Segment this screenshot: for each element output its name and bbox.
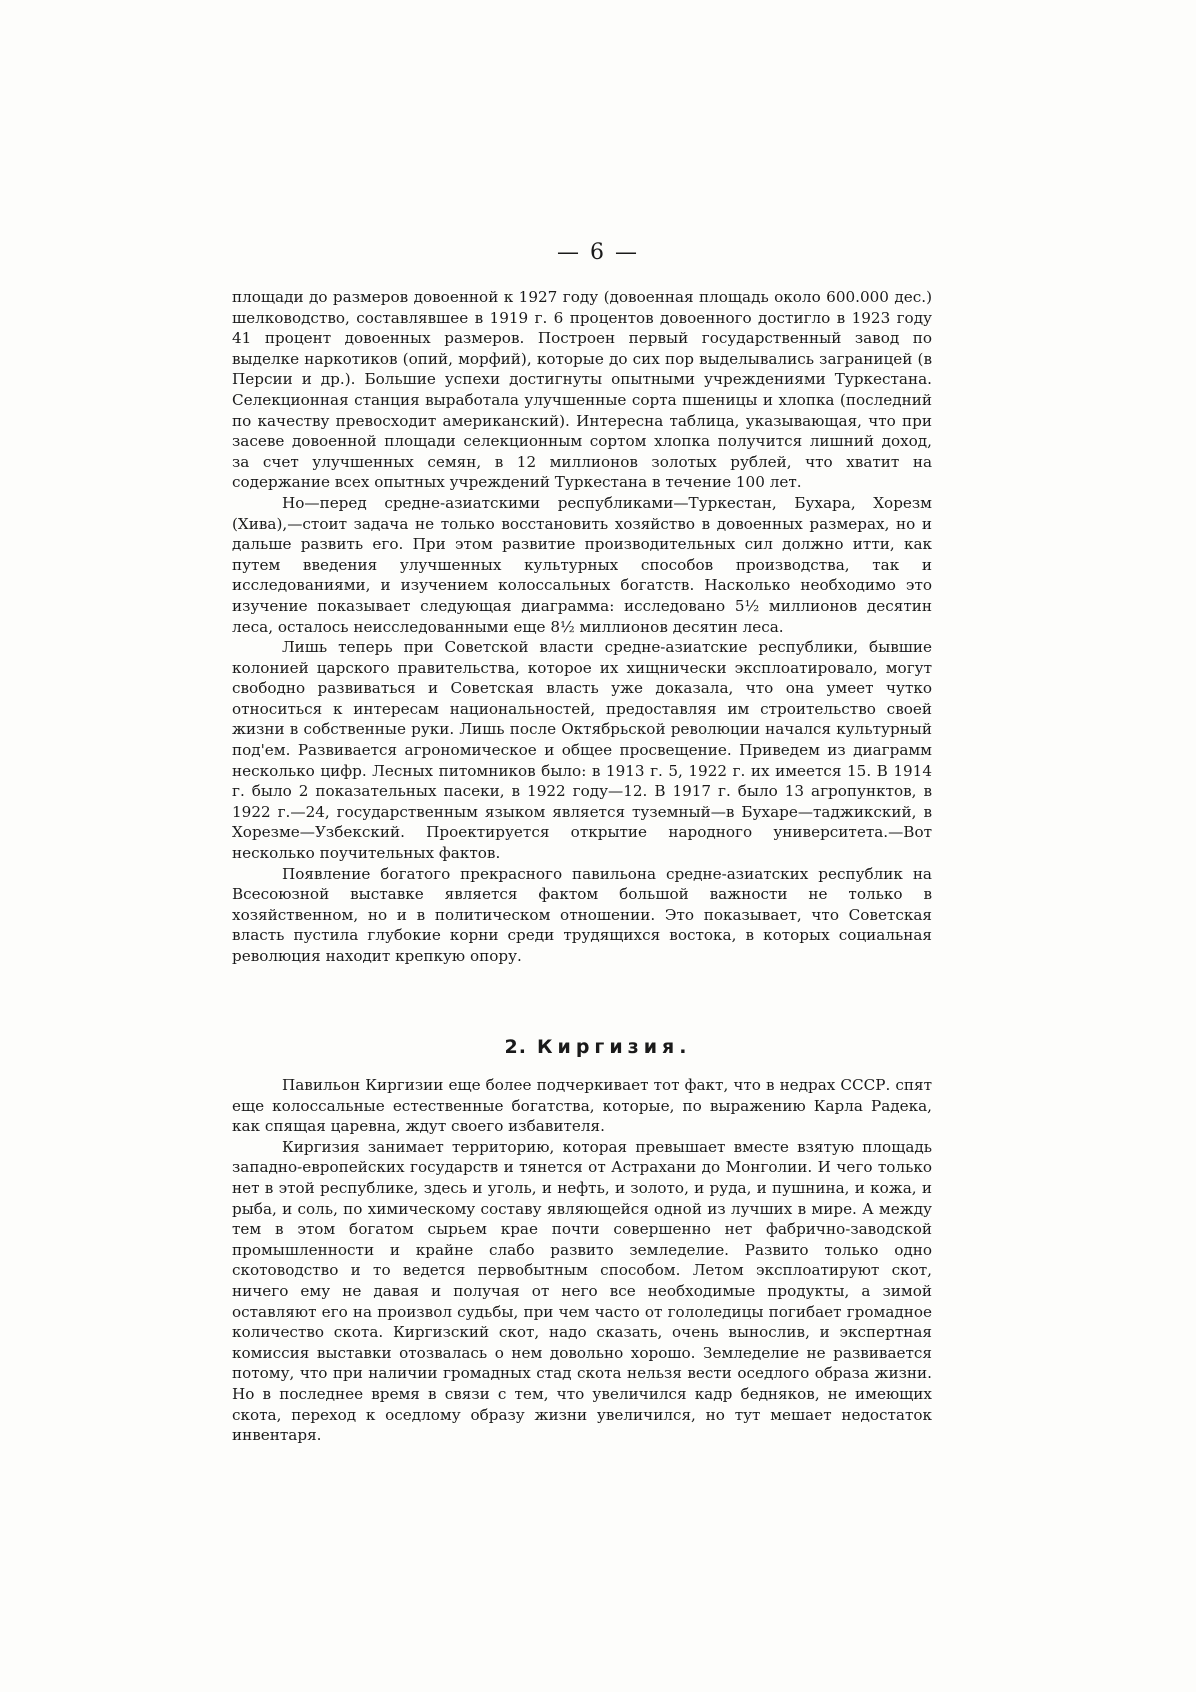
section-number: 2. (504, 1036, 527, 1058)
page-number: — 6 — (557, 240, 639, 265)
paragraph: Появление богатого прекрасного павильона средне-азиатских республик на Всесоюзной выставке является фактом большой важности не только в хозяйственном, но и в политическом отношении. Это показывает, что Советская власть пустила глубокие корни среди трудящихся востока, в которых социальная революция находит крепкую опору. (232, 864, 932, 965)
paragraph: площади до размеров довоенной к 1927 году (довоенная площадь около 600.000 дес.) шелководство, составлявшее в 1919 г. 6 процентов довоенного достигло в 1923 году 41 процент довоенных размеров. Построен первый государственный завод по выделке наркотиков (опий, морфий), которые до сих пор выделывались заграницей (в Персии и др.). Большие успехи достигнуты опытными учреждениями Туркестана. Селекционная станция выработала улучшенные сорта пшеницы и хлопка (последний по качеству превосходит американский). Интересна таблица, указывающая, что при засеве довоенной площади селекционным сортом хлопка получится лишний доход, за счет улучшенных семян, в 12 миллионов золотых рублей, что хватит на содержание всех опытных учреждений Туркестана в течение 100 лет. (232, 288, 932, 492)
paragraph: Но—перед средне-азиатскими республиками—Туркестан, Бухара, Хорезм (Хива),—стоит задача не только восстановить хозяйство в довоенных размерах, но и дальше развить его. При этом развитие производительных сил должно итти, как путем введения улучшенных культурных способов производства, так и исследованиями, и изучением колоссальных богатств. Насколько необходимо это изучение показывает следующая диаграмма: исследовано 5½ миллионов десятин леса, осталось неисследованными еще 8½ миллионов десятин леса. (232, 493, 932, 636)
section-heading (0, 1036, 1196, 1058)
section-2-body (232, 1075, 932, 1446)
section-1-body (232, 287, 932, 967)
paragraph: Лишь теперь при Советской власти средне-азиатские республики, бывшие колонией царского правительства, которое их хищнически эксплоатировало, могут свободно развиваться и Советская власть уже доказала, что она умеет чутко относиться к интересам национальностей, предоставляя им строительство своей жизни в собственные руки. Лишь после Октябрьской революции начался культурный под'ем. Развивается агрономическое и общее просвещение. Приведем из диаграмм несколько цифр. Лесных питомников было: в 1913 г. 5, 1922 г. их имеется 15. В 1914 г. было 2 показательных пасеки, в 1922 году—12. В 1917 г. было 13 агропунктов, в 1922 г.—24, государственным языком является туземный—в Бухаре—таджикский, в Хорезме—Узбекский. Проектируется открытие народного университета.—Вот несколько поучительных фактов. (232, 638, 932, 863)
section-title: Киргизия. (536, 1036, 692, 1058)
paragraph: Павильон Киргизии еще более подчеркивает тот факт, что в недрах СССР. спят еще колоссальные естественные богатства, которые, по выражению Карла Радека, как спящая царевна, ждут своего избавителя. (232, 1076, 932, 1136)
paragraph: Киргизия занимает территорию, которая превышает вместе взятую площадь западно-европейских государств и тянется от Астрахани до Монголии. И чего только нет в этой республике, здесь и уголь, и нефть, и золото, и руда, и пушнина, и кожа, и рыба, и соль, по химическому составу являющейся одной из лучших в мире. А между тем в этом богатом сырьем крае почти совершенно нет фабрично-заводской промышленности и крайне слабо развито земледелие. Развито только одно скотоводство и то ведется первобытным способом. Летом эксплоатируют скот, ничего ему не давая и получая от него все необходимые продукты, а зимой оставляют его на произвол судьбы, при чем часто от гололедицы погибает громадное количество скота. Киргизский скот, надо сказать, очень вынослив, и экспертная комиссия выставки отозвалась о нем довольно хорошо. Земледелие не развивается потому, что при наличии громадных стад скота нельзя вести оседлого образа жизни. Но в последнее время в связи с тем, что увеличился кадр бедняков, не имеющих скота, переход к оседлому образу жизни увеличился, но тут мешает недостаток инвентаря. (232, 1137, 932, 1445)
